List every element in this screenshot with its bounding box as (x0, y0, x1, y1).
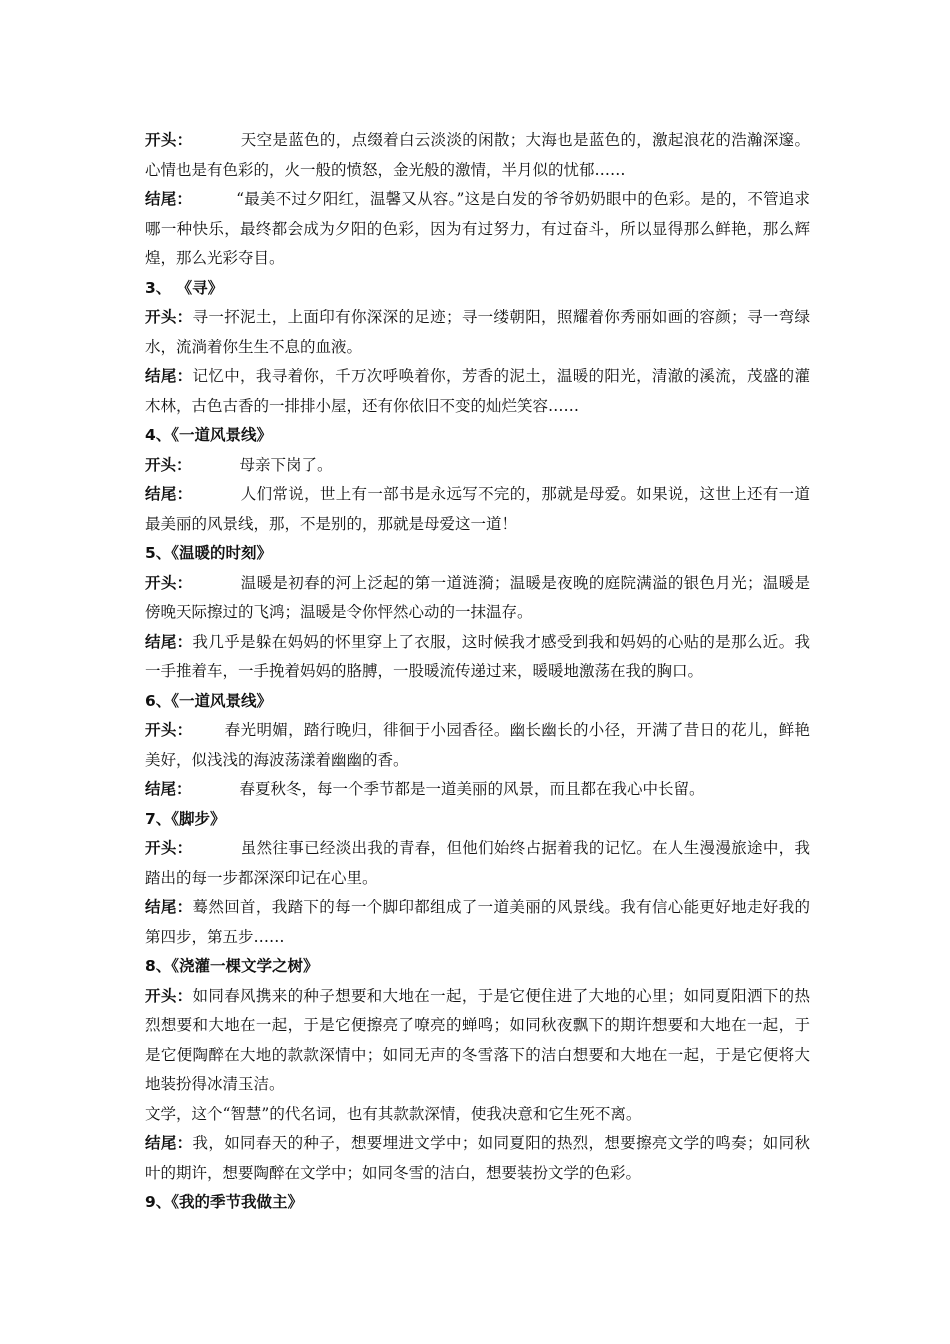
end-label: 结尾： (145, 632, 193, 651)
section-8-end-text: 我，如同春天的种子，想要埋进文学中；如同夏阳的热烈，想要擦亮文学的鸣奏；如同秋叶的期许，想要陶醉在文学中；如同冬雪的洁白，想要装扮文学的色彩。 (145, 1134, 810, 1182)
start-label: 开头： (145, 455, 192, 474)
section-7-start (145, 834, 810, 893)
section-5-heading: 5、《温暖的时刻》 (145, 544, 273, 562)
start-label: 开头： (145, 721, 193, 739)
section-4-start-text: 母亲下岗了。 (239, 455, 333, 474)
end-label: 结尾： (145, 190, 193, 208)
end-label: 结尾： (145, 780, 192, 798)
section-5-start-text: 温暖是初春的河上泛起的第一道涟漪；温暖是夜晚的庭院满溢的银色月光；温暖是傍晚天际擦过的飞鸿；温暖是令你怦然心动的一抹温存。 (145, 573, 810, 621)
section-2-end (145, 185, 810, 274)
section-5-end (145, 628, 810, 687)
section-7-heading: 7、《脚步》 (145, 809, 226, 828)
section-9-heading: 9、《我的季节我做主》 (145, 1193, 304, 1211)
section-3-end-text: 记忆中，我寻着你，千万次呼唤着你，芳香的泥土，温暖的阳光，清澈的溪流，茂盛的灌木林，古色古香的一排排小屋，还有你依旧不变的灿烂笑容…… (145, 367, 810, 415)
section-3-end (145, 362, 810, 421)
section-4-heading: 4、《一道风景线》 (145, 426, 273, 444)
start-label: 开头： (145, 839, 193, 857)
section-2-start-text: 天空是蓝色的，点缀着白云淡淡的闲散；大海也是蓝色的，激起浪花的浩瀚深邃。心情也是有色彩的，火一般的愤怒，金光般的激情，半月似的忧郁…… (145, 131, 810, 179)
end-label: 结尾： (145, 485, 193, 503)
section-6-start-text: 春光明媚，踏行晚归，徘徊于小园香径。幽长幽长的小径，开满了昔日的花儿，鲜艳美好，似浅浅的海波荡漾着幽幽的香。 (145, 721, 810, 769)
document-page (145, 126, 810, 1218)
section-5-start (145, 569, 810, 628)
end-label: 结尾： (145, 367, 193, 385)
start-label: 开头： (145, 131, 193, 149)
section-7-end-text: 蓦然回首，我踏下的每一个脚印都组成了一道美丽的风景线。我有信心能更好地走好我的第四步，第五步…… (145, 898, 810, 946)
section-8-start (145, 982, 810, 1100)
section-8-heading: 8、《浇灌一棵文学之树》 (145, 957, 319, 975)
section-7-start-text: 虽然往事已经淡出我的青春，但他们始终占据着我的记忆。在人生漫漫旅途中，我踏出的每一步都深深印记在心里。 (145, 839, 810, 887)
section-4-end (145, 480, 810, 539)
section-3-heading: 3、 《寻》 (145, 278, 224, 297)
section-8-start-text: 如同春风携来的种子想要和大地在一起，于是它便住进了大地的心里；如同夏阳洒下的热烈想要和大地在一起，于是它便擦亮了嘹亮的蝉鸣；如同秋夜飘下的期许想要和大地在一起，于是它便陶醉在大地的款款深情中；如同无声的冬雪落下的洁白想要和大地在一起，于是它便将大地装扮得冰清玉洁。 (145, 986, 810, 1093)
section-4-start (145, 451, 810, 481)
section-3-start-text: 寻一抔泥土，上面印有你深深的足迹；寻一缕朝阳，照耀着你秀丽如画的容颜；寻一弯绿水，流淌着你生生不息的血液。 (145, 308, 810, 356)
section-8-end (145, 1129, 810, 1188)
section-2-start (145, 126, 810, 185)
section-6-start (145, 716, 810, 775)
section-6-end (145, 775, 810, 805)
section-7-end (145, 893, 810, 952)
section-6-heading: 6、《一道风景线》 (145, 691, 273, 710)
start-label: 开头： (145, 986, 193, 1005)
section-6-end-text: 春夏秋冬，每一个季节都是一道美丽的风景，而且都在我心中长留。 (239, 780, 705, 798)
section-2-end-text: “最美不过夕阳红，温馨又从容。”这是白发的爷爷奶奶眼中的色彩。是的，不管追求哪一种快乐，最终都会成为夕阳的色彩，因为有过努力，有过奋斗，所以显得那么鲜艳，那么辉煌，那么光彩夺目。 (145, 190, 810, 267)
section-5-end-text: 我几乎是躲在妈妈的怀里穿上了衣服，这时候我才感受到我和妈妈的心贴的是那么近。我一手推着车，一手挽着妈妈的胳膊，一股暖流传递过来，暖暖地激荡在我的胸口。 (145, 632, 810, 680)
end-label: 结尾： (145, 1134, 193, 1152)
section-8-extra: 文学，这个“智慧”的代名词，也有其款款深情，使我决意和它生死不离。 (145, 1104, 642, 1123)
end-label: 结尾： (145, 898, 193, 916)
section-3-start (145, 303, 810, 362)
start-label: 开头： (145, 573, 193, 592)
start-label: 开头： (145, 308, 193, 326)
section-4-end-text: 人们常说，世上有一部书是永远写不完的，那就是母爱。如果说，这世上还有一道最美丽的风景线，那，不是别的，那就是母爱这一道！ (145, 485, 810, 533)
